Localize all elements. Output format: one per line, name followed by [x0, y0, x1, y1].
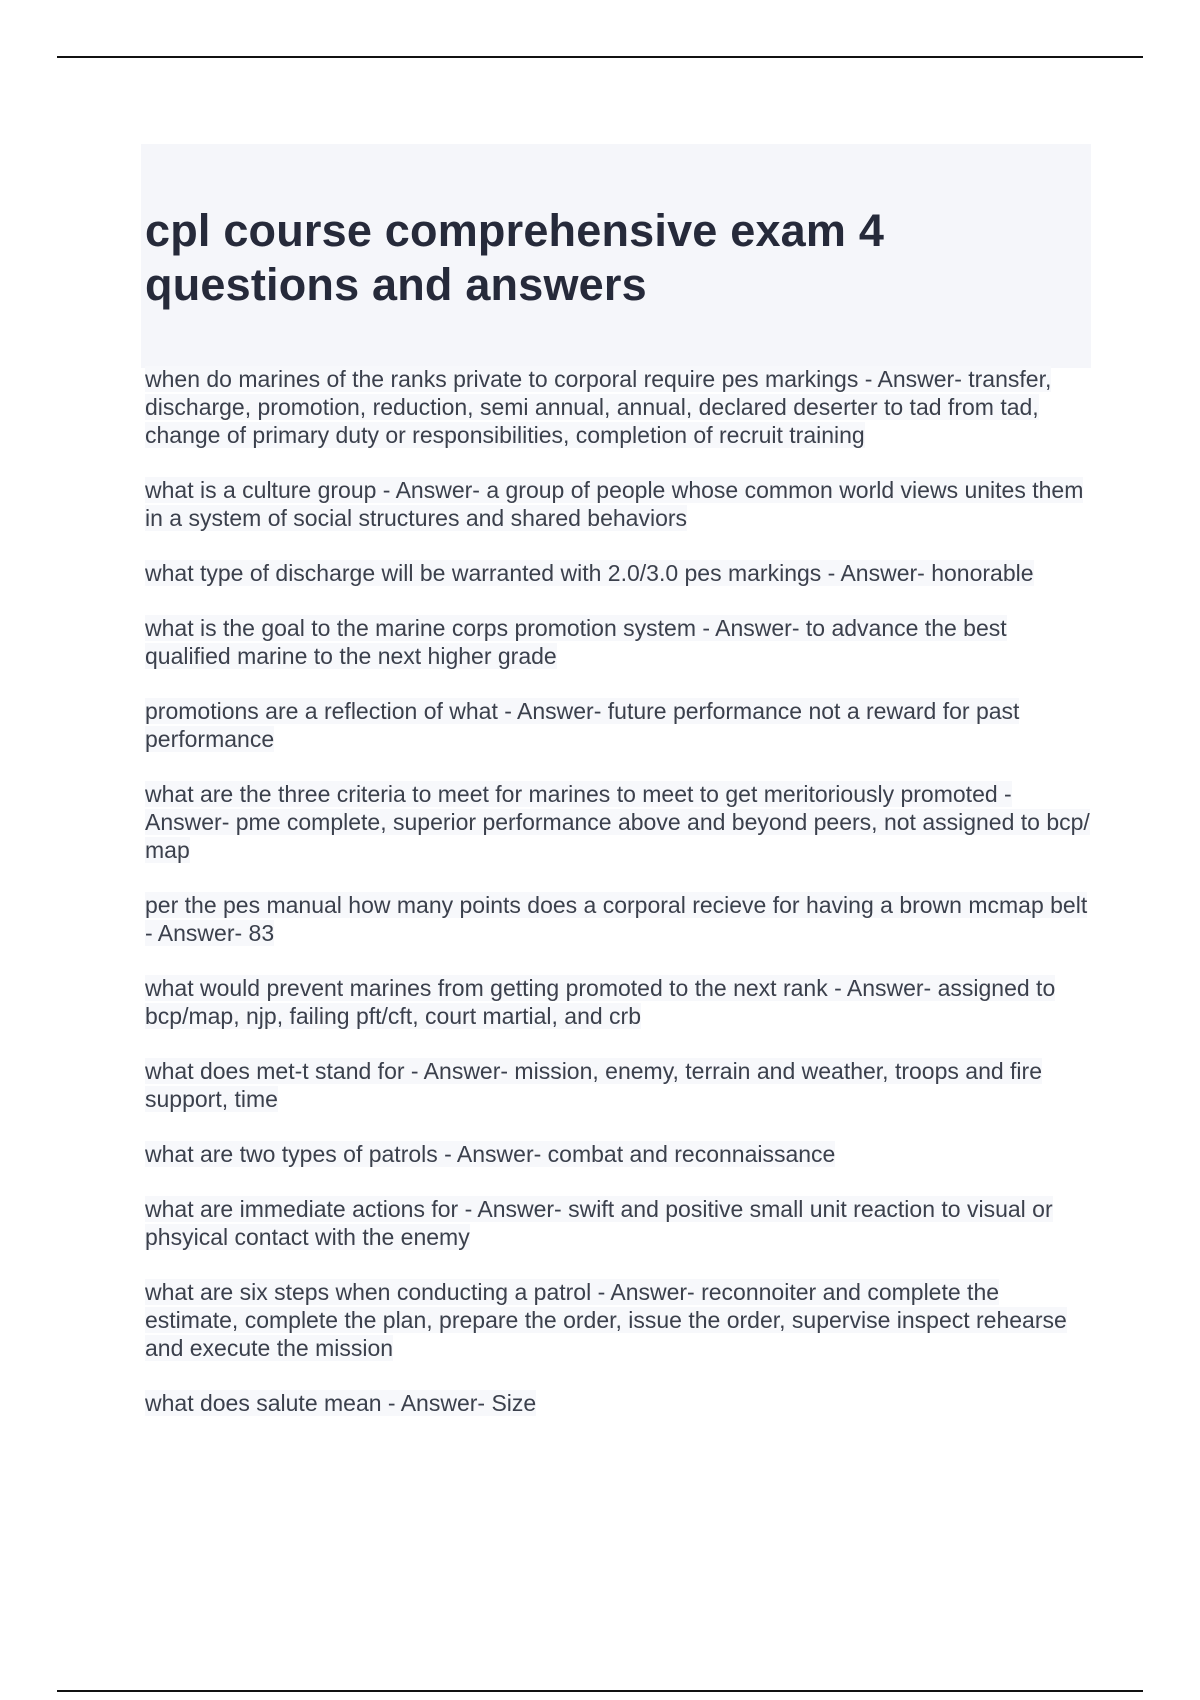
- qa-item: [145, 1057, 1095, 1113]
- qa-item-text: what type of discharge will be warranted with 2.0/3.0 pes markings - Answer- honorable: [145, 560, 1034, 586]
- qa-item: [145, 365, 1095, 449]
- qa-list: [145, 365, 1095, 1444]
- qa-item: [145, 1389, 1095, 1417]
- qa-item: [145, 891, 1095, 947]
- document-title: cpl course comprehensive exam 4 questions and answers: [145, 205, 885, 310]
- qa-item-text: what is the goal to the marine corps promotion system - Answer- to advance the best qualified marine to the next higher grade: [145, 615, 1007, 669]
- qa-item: [145, 614, 1095, 670]
- bottom-rule: [57, 1690, 1143, 1692]
- qa-item-text: promotions are a reflection of what - Answer- future performance not a reward for past performance: [145, 698, 1020, 752]
- qa-item-text: what would prevent marines from getting promoted to the next rank - Answer- assigned to bcp/map, njp, failing pft/cft, court martial, and crb: [145, 975, 1056, 1029]
- qa-item-text: what does salute mean - Answer- Size: [145, 1390, 537, 1416]
- qa-item: [145, 1140, 1095, 1168]
- qa-item-text: what are two types of patrols - Answer- combat and reconnaissance: [145, 1141, 836, 1167]
- qa-item-text: what are immediate actions for - Answer- swift and positive small unit reaction to visual or phsyical contact with the enemy: [145, 1196, 1053, 1250]
- qa-item-text: when do marines of the ranks private to corporal require pes markings - Answer- transfer, discharge, promotion, reduction, semi annual, annual, declared deserter to tad from tad, change of primary duty or responsibilities, completion of recruit training: [145, 366, 1052, 448]
- top-rule: [57, 56, 1143, 58]
- qa-item: [145, 1278, 1095, 1362]
- qa-item-text: what are six steps when conducting a patrol - Answer- reconnoiter and complete the estimate, complete the plan, prepare the order, issue the order, supervise inspect rehearse and execute the mission: [145, 1279, 1067, 1361]
- qa-item: [145, 974, 1095, 1030]
- qa-item: [145, 780, 1095, 864]
- qa-item: [145, 1195, 1095, 1251]
- qa-item: [145, 559, 1095, 587]
- title-block: [141, 144, 1091, 368]
- qa-item-text: what is a culture group - Answer- a group of people whose common world views unites them in a system of social structures and shared behaviors: [145, 477, 1084, 531]
- qa-item-text: per the pes manual how many points does a corporal recieve for having a brown mcmap belt - Answer- 83: [145, 892, 1088, 946]
- qa-item-text: what are the three criteria to meet for marines to meet to get meritoriously promoted - Answer- pme complete, superior performance above and beyond peers, not assigned to bcp/ map: [145, 781, 1090, 863]
- qa-item: [145, 476, 1095, 532]
- qa-item-text: what does met-t stand for - Answer- mission, enemy, terrain and weather, troops and fire support, time: [145, 1058, 1042, 1112]
- qa-item: [145, 697, 1095, 753]
